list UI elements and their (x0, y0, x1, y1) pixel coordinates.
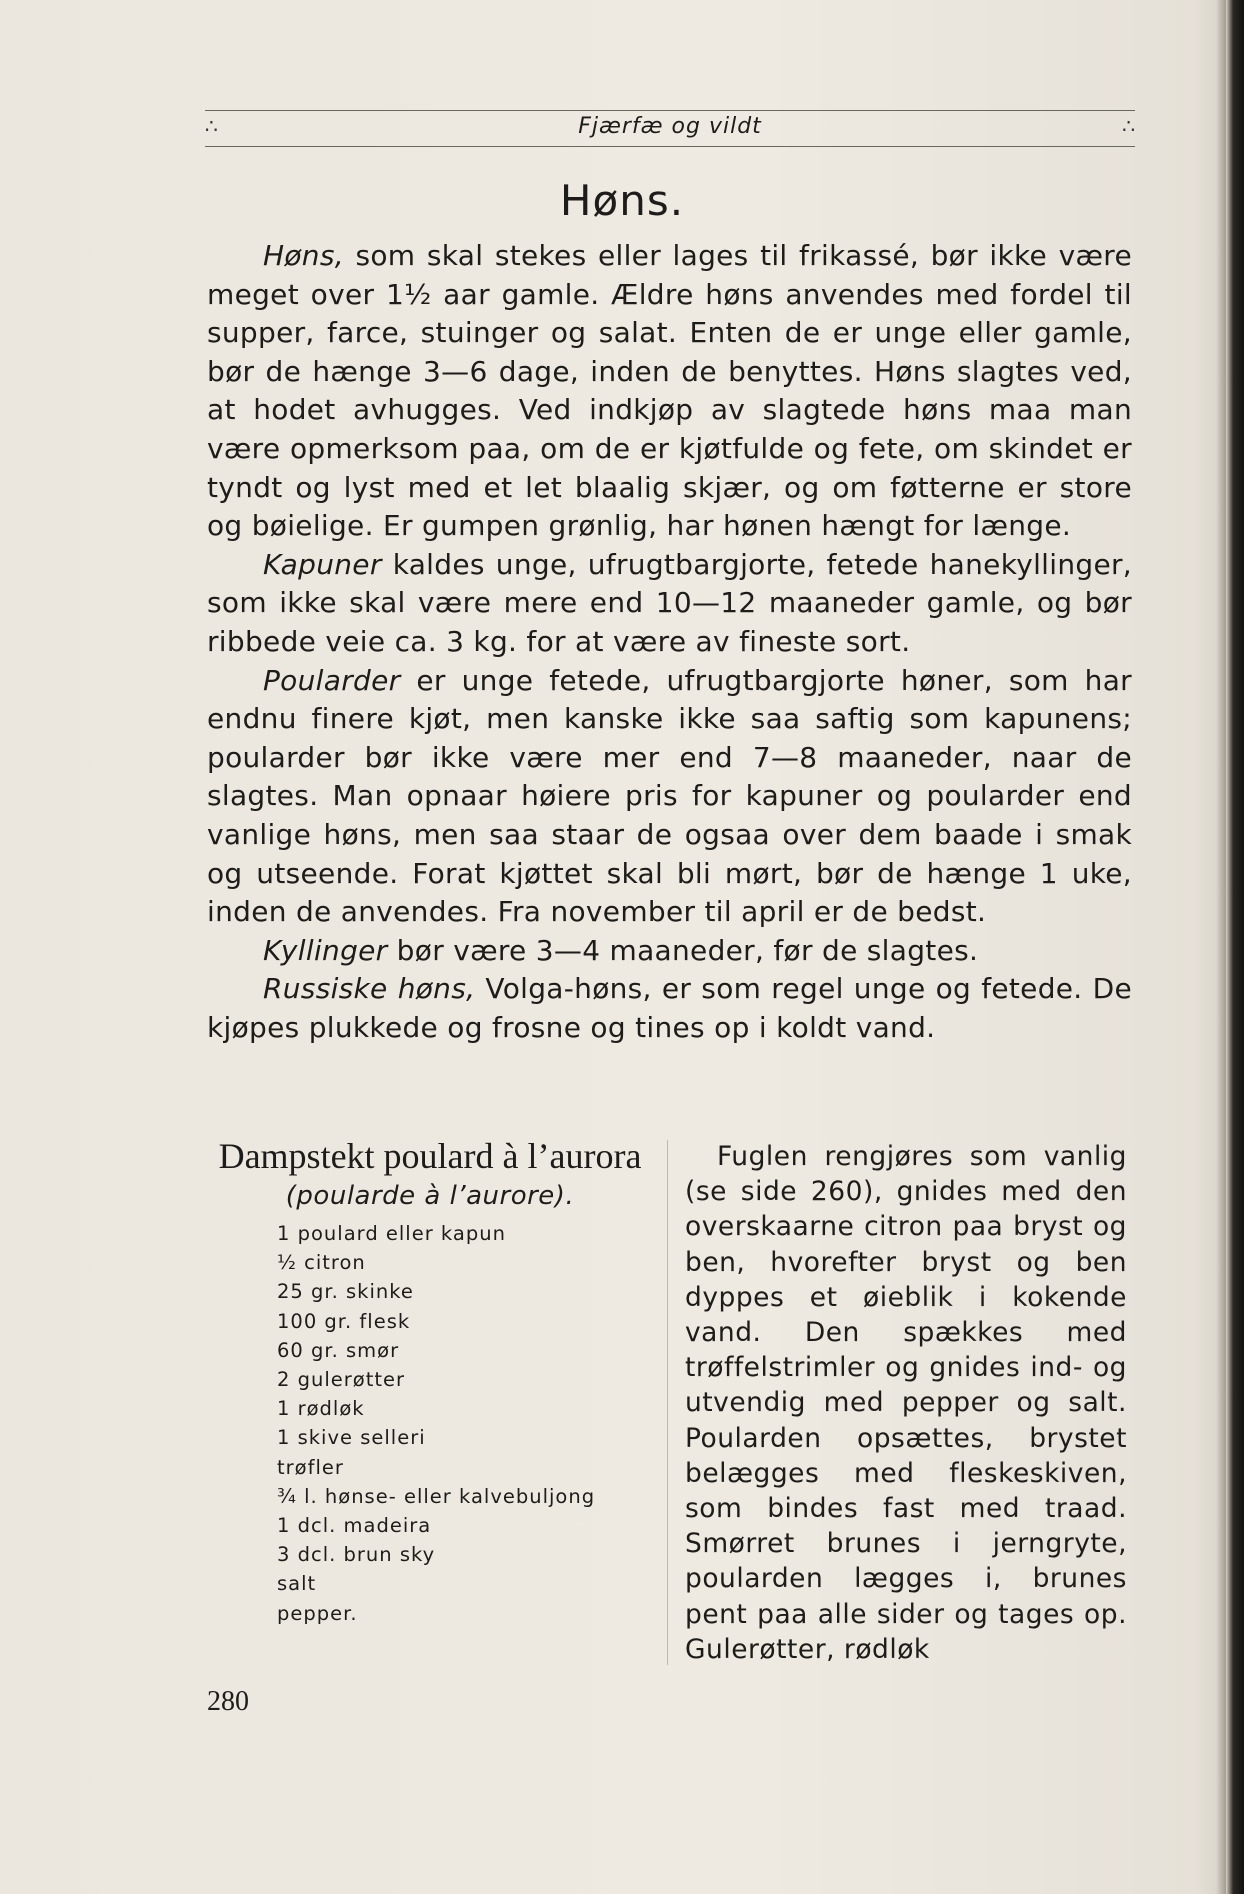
paragraph-text: Volga-høns, er som regel unge og fetede. De kjøpes plukkede og frosne og tines op i koldt vand. (207, 972, 1132, 1044)
recipe-header (205, 1135, 655, 1628)
method-text: Fuglen rengjøres som vanlig (se side 260), gnides med den overskaarne citron paa bryst og ben, hvorefter bryst og ben dyppes et øieblik i kokende vand. Den spækkes med trøffelstrimler og gnides ind- og utvendig med pepper og salt. Poularden opsættes, brystet belægges med fleskeskiven, som bindes fast med traad. Smørret brunes i jerngryte, poularden lægges i, brunes pent paa alle sider og tages op. Gulerøtter, rødløk (685, 1141, 1127, 1665)
recipe-title: Dampstekt poulard à l’aurora (218, 1136, 642, 1176)
ingredient-item: 25 gr. skinke (277, 1280, 414, 1304)
ingredient-item: 3 dcl. brun sky (277, 1543, 436, 1567)
paragraph-text: som skal stekes eller lages til frikassé, bør ikke være meget over 1½ aar gamle. Ældre høns anvendes med fordel til supper, farce, stuinger og salat. Enten de er unge eller gamle, bør de hænge 3—6 dage, inden de benyttes. Høns slagtes ved, at hodet avhugges. Ved indkjøp av slagtede høns maa man være opmerksom paa, om de er kjøtfulde og fete, om skindet er tyndt og lyst med et let blaalig skjær, og om føtterne er store og bøielige. Er gumpen grønlig, har hønen hængt for længe. (207, 239, 1132, 543)
book-spine (1226, 0, 1244, 1894)
paragraph-text: bør være 3—4 maaneder, før de slagtes. (387, 933, 979, 967)
term-hons: Høns, (263, 239, 344, 272)
page-number: 280 (207, 1686, 249, 1717)
ingredient-item: 1 skive selleri (277, 1426, 426, 1450)
recipe-subtitle: (poularde à l’aurore). (285, 1181, 575, 1211)
ingredient-item: pepper. (277, 1601, 358, 1625)
ingredient-item: 60 gr. smør (277, 1338, 400, 1362)
paragraph-hons (207, 237, 1132, 546)
header-rule-bottom (205, 146, 1135, 147)
term-kapuner: Kapuner (263, 547, 382, 581)
recipe-method (685, 1139, 1127, 1667)
paragraph-text: er unge fetede, ufrugtbargjorte høner, som har endnu finere kjøt, men kanske ikke saa saftig som kapunens; poularder bør ikke være mer end 7—8 maaneder, naar de slagtes. Man opnaar høiere pris for kapuner og poularder end vanlige høns, men saa staar de ogsaa over dem baade i smak og utseende. Forat kjøttet skal bli mørt, bør de hænge 1 uke, inden de anvendes. Fra november til april er de bedst. (207, 663, 1132, 929)
paragraph-kyllinger (207, 932, 1132, 971)
ingredient-item: 100 gr. flesk (277, 1309, 411, 1333)
ingredient-item: 2 gulerøtter (277, 1368, 406, 1392)
ornament-right-icon: ∴ (1122, 114, 1135, 138)
term-poularder: Poularder (263, 663, 401, 697)
term-russiske: Russiske høns, (263, 972, 476, 1006)
ingredient-item: ½ citron (277, 1251, 366, 1275)
paragraph-text: kaldes unge, ufrugtbargjorte, fetede hanekyllinger, som ikke skal være mere end 10—12 maaneder gamle, og bør ribbede veie ca. 3 kg. for at være av fineste sort. (207, 547, 1132, 658)
spine-shadow (1216, 0, 1226, 1894)
ingredient-item: salt (277, 1572, 317, 1596)
running-header (205, 108, 1135, 148)
paragraph-poularder (207, 662, 1132, 932)
header-rule-top (205, 110, 1135, 111)
ingredient-item: 1 rødløk (277, 1397, 365, 1421)
intro-text (207, 237, 1132, 1047)
ingredient-item: 1 poulard eller kapun (277, 1222, 506, 1245)
section-heading: Høns. (559, 176, 685, 225)
column-divider (667, 1140, 668, 1665)
ingredient-item: trøfler (277, 1455, 344, 1479)
ingredient-list (205, 1219, 655, 1628)
ingredient-item: ¾ l. hønse- eller kalvebuljong (277, 1484, 596, 1508)
paragraph-russiske (207, 970, 1132, 1047)
header-title: Fjærfæ og vildt (578, 114, 762, 139)
ornament-left-icon: ∴ (205, 114, 218, 138)
ingredient-item: 1 dcl. madeira (277, 1514, 432, 1538)
paragraph-kapuner (207, 546, 1132, 662)
term-kyllinger: Kyllinger (263, 933, 388, 967)
